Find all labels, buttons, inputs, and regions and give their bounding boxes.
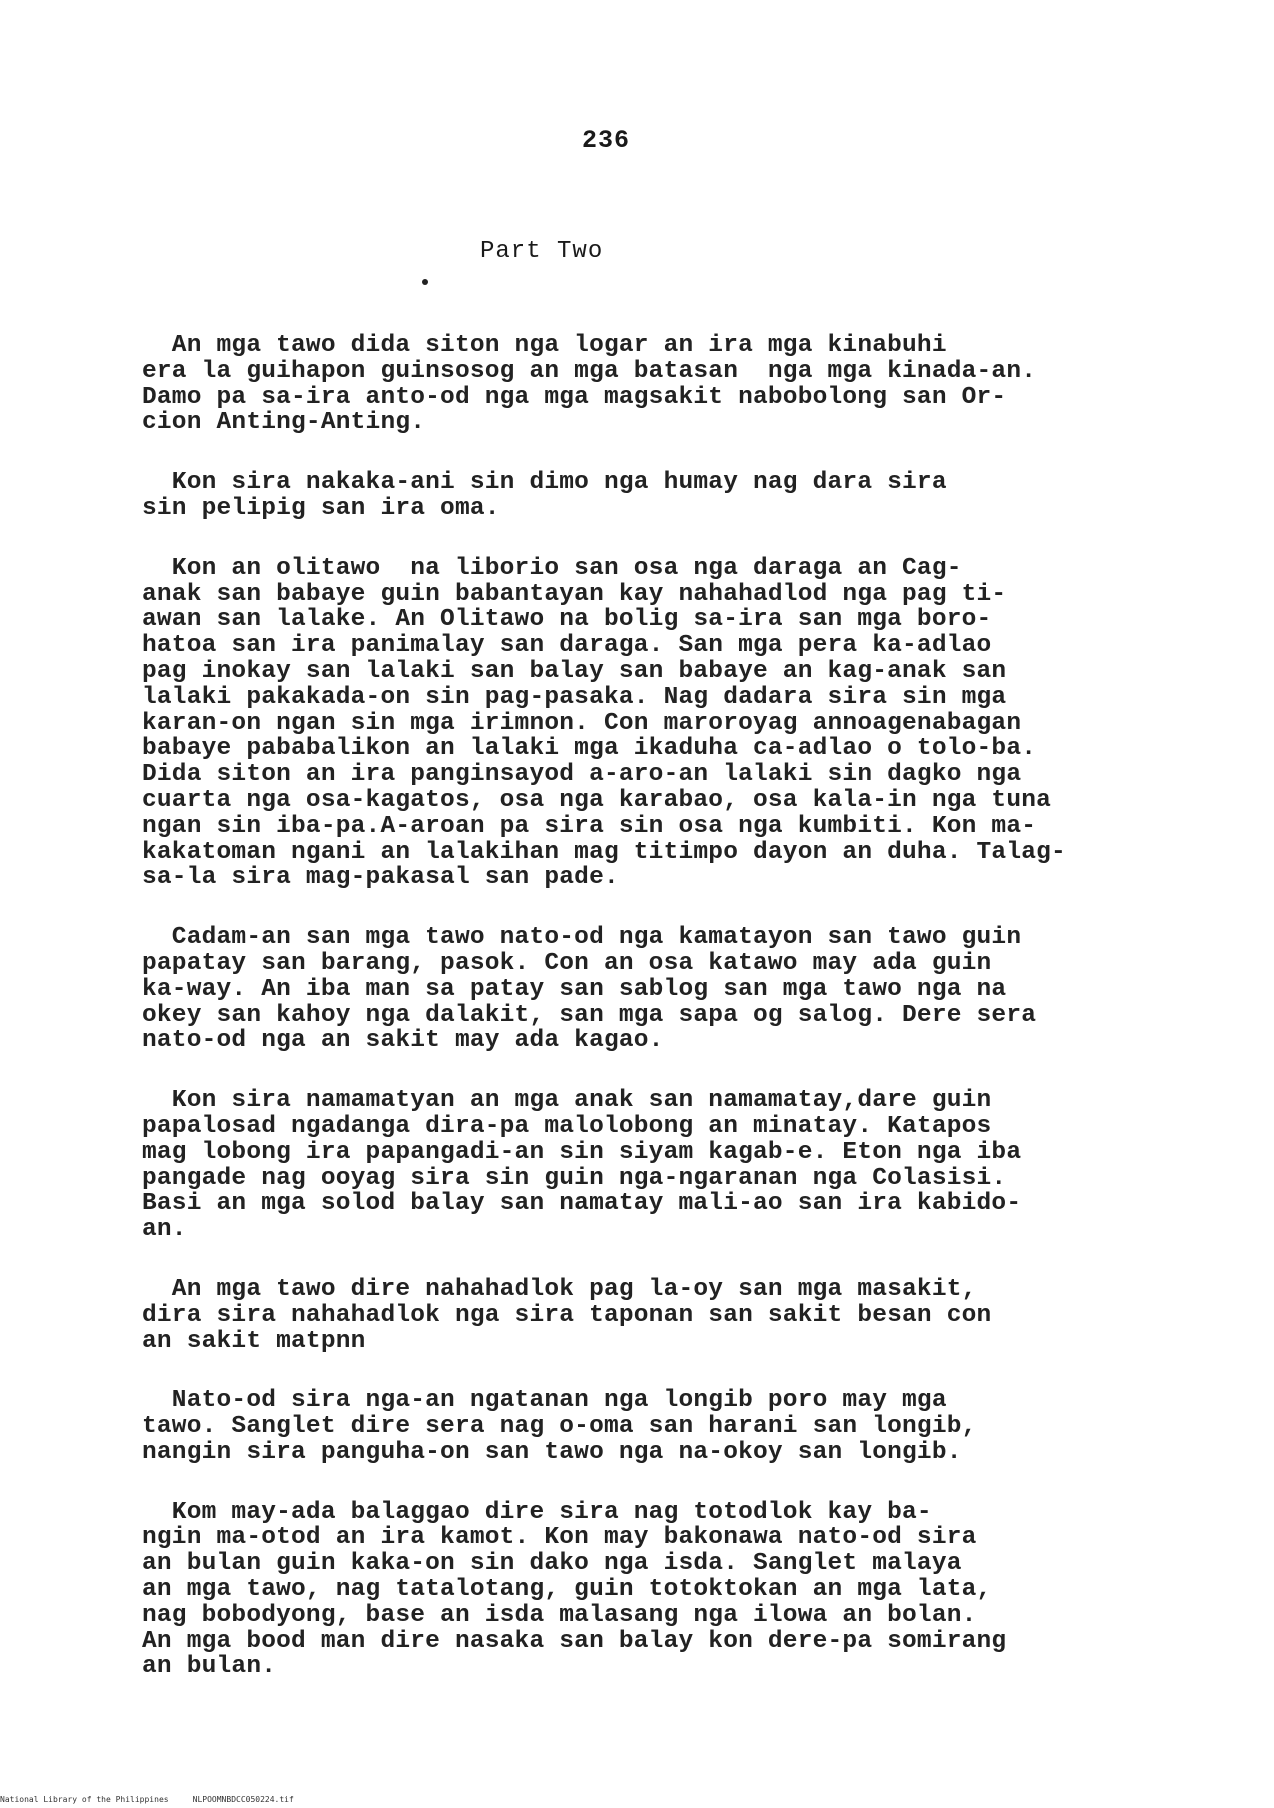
text-line: papalosad ngadanga dira-pa malolobong an minatay. Katapos bbox=[142, 1112, 992, 1140]
paragraph bbox=[142, 1088, 1232, 1243]
text-line: cuarta nga osa-kagatos, osa nga karabao, osa kala-in nga tuna bbox=[142, 786, 1052, 814]
text-line: mag lobong ira papangadi-an sin siyam kagab-e. Eton nga iba bbox=[142, 1138, 1022, 1166]
text-line: cion Anting-Anting. bbox=[142, 409, 426, 437]
text-line: sa-la sira mag-pakasal san pade. bbox=[142, 864, 619, 892]
text-line: An mga tawo dire nahahadlok pag la-oy san mga masakit, bbox=[142, 1275, 977, 1303]
paragraph bbox=[142, 1500, 1232, 1681]
text-line: Kon sira namamatyan an mga anak san namamatay,dare guin bbox=[142, 1087, 992, 1115]
page-number: 236 bbox=[582, 126, 631, 155]
part-title: Part Two bbox=[480, 238, 604, 265]
text-line: Basi an mga solod balay san namatay mali-ao san ira kabido- bbox=[142, 1190, 1022, 1218]
text-line: an. bbox=[142, 1216, 187, 1244]
text-line: An mga tawo dida siton nga logar an ira mga kinabuhi bbox=[142, 332, 947, 359]
paragraph bbox=[142, 470, 1232, 522]
text-line: nato-od nga an sakit may ada kagao. bbox=[142, 1027, 664, 1055]
paragraph bbox=[142, 333, 1232, 436]
text-line: sin pelipig san ira oma. bbox=[142, 494, 500, 522]
text-line: awan san lalake. An Olitawo na bolig sa-ira san mga boro- bbox=[142, 606, 992, 634]
paragraph bbox=[142, 1388, 1232, 1465]
paragraph bbox=[142, 1277, 1232, 1354]
text-line: anak san babaye guin babantayan kay nahahadlod nga pag ti- bbox=[142, 580, 1007, 608]
text-line: lalaki pakakada-on sin pag-pasaka. Nag dadara sira sin mga bbox=[142, 683, 1007, 711]
text-line: Damo pa sa-ira anto-od nga mga magsakit nabobolong san Or- bbox=[142, 383, 1007, 411]
text-line: Kom may-ada balaggao dire sira nag totodlok kay ba- bbox=[142, 1498, 932, 1526]
text-line: Kon an olitawo na liborio san osa nga daraga an Cag- bbox=[142, 554, 962, 582]
text-line: an bulan. bbox=[142, 1653, 277, 1681]
text-line: ngan sin iba-pa.A-aroan pa sira sin osa nga kumbiti. Kon ma- bbox=[142, 812, 1037, 840]
text-line: era la guihapon guinsosog an mga batasan nga mga kinada-an. bbox=[142, 357, 1037, 385]
text-line: Cadam-an san mga tawo nato-od nga kamatayon san tawo guin bbox=[142, 924, 1022, 952]
text-line: papatay san barang, pasok. Con an osa katawo may ada guin bbox=[142, 949, 992, 977]
text-line: kakatoman ngani an lalakihan mag titimpo dayon an duha. Talag- bbox=[142, 838, 1066, 866]
paragraph bbox=[142, 556, 1232, 891]
text-line: ka-way. An iba man sa patay san sablog san mga tawo nga na bbox=[142, 975, 1007, 1003]
text-line: dira sira nahahadlok nga sira taponan san sakit besan con bbox=[142, 1301, 992, 1329]
text-line: ngin ma-otod an ira kamot. Kon may bakonawa nato-od sira bbox=[142, 1524, 977, 1552]
text-line: an sakit matpnn bbox=[142, 1327, 366, 1355]
text-line: tawo. Sanglet dire sera nag o-oma san harani san longib, bbox=[142, 1413, 977, 1441]
document-body bbox=[142, 333, 1232, 1714]
scan-footer: National Library of the Philippines NLPOOMNBDCC050224.tif bbox=[0, 1795, 294, 1804]
text-line: nag bobodyong, base an isda malasang nga ilowa an bolan. bbox=[142, 1601, 977, 1629]
text-line: Kon sira nakaka-ani sin dimo nga humay nag dara sira bbox=[142, 469, 947, 497]
text-line: babaye pababalikon an lalaki mga ikaduha ca-adlao o tolo-ba. bbox=[142, 735, 1037, 763]
ink-speck bbox=[422, 279, 428, 285]
text-line: karan-on ngan sin mga irimnon. Con maroroyag annoagenabagan bbox=[142, 709, 1022, 737]
text-line: okey san kahoy nga dalakit, san mga sapa og salog. Dere sera bbox=[142, 1001, 1037, 1029]
text-line: nangin sira panguha-on san tawo nga na-okoy san longib. bbox=[142, 1438, 962, 1466]
text-line: An mga bood man dire nasaka san balay kon dere-pa somirang bbox=[142, 1627, 1007, 1655]
text-line: hatoa san ira panimalay san daraga. San mga pera ka-adlao bbox=[142, 632, 992, 660]
text-line: pag inokay san lalaki san balay san babaye an kag-anak san bbox=[142, 657, 1007, 685]
text-line: an bulan guin kaka-on sin dako nga isda. Sanglet malaya bbox=[142, 1550, 962, 1578]
text-line: Dida siton an ira panginsayod a-aro-an lalaki sin dagko nga bbox=[142, 761, 1022, 789]
text-line: pangade nag ooyag sira sin guin nga-ngaranan nga Colasisi. bbox=[142, 1164, 1007, 1192]
paragraph bbox=[142, 925, 1232, 1054]
text-line: Nato-od sira nga-an ngatanan nga longib poro may mga bbox=[142, 1387, 947, 1415]
text-line: an mga tawo, nag tatalotang, guin totoktokan an mga lata, bbox=[142, 1576, 992, 1604]
